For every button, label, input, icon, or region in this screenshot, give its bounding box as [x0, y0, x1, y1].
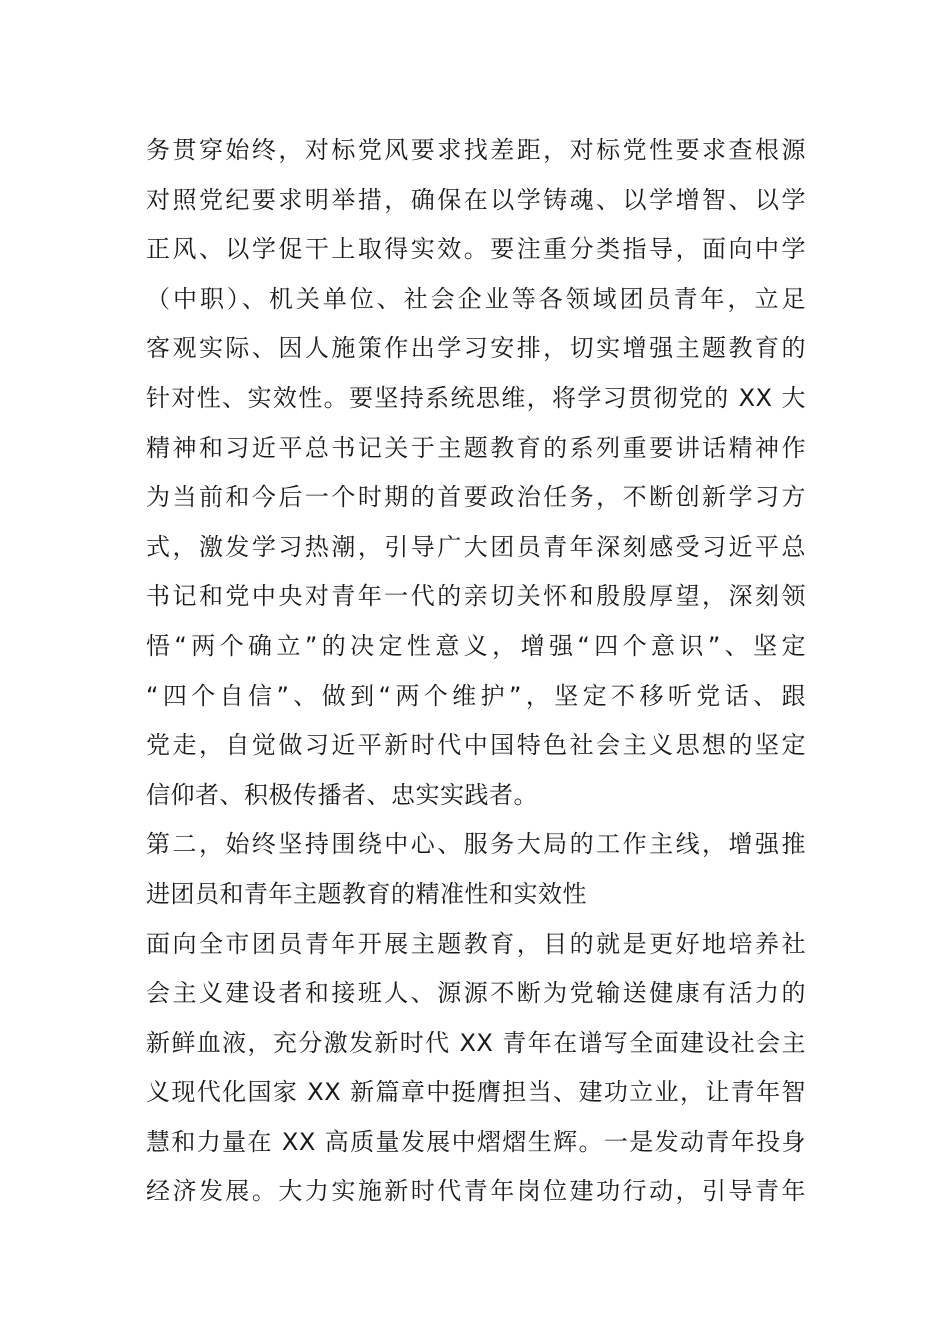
text-line: 客观实际、因人施策作出学习安排，切实增强主题教育的 [146, 334, 806, 363]
section-heading-line: 第二，始终坚持围绕中心、服务大局的工作主线，增强推 [146, 830, 806, 859]
text-line: 书记和党中央对青年一代的亲切关怀和殷殷厚望，深刻领 [146, 582, 806, 611]
text-line: 义现代化国家 XX 新篇章中挺膺担当、建功立业，让青年智 [146, 1078, 806, 1107]
text-line: 务贯穿始终，对标党风要求找差距，对标党性要求查根源 [146, 136, 806, 164]
text-line: 面向全市团员青年开展主题教育，目的就是更好地培养社 [146, 929, 806, 958]
text-line: 式，激发学习热潮，引导广大团员青年深刻感受习近平总 [146, 532, 806, 561]
text-line: 针对性、实效性。要坚持系统思维，将学习贯彻党的 XX 大 [146, 383, 806, 412]
text-line: 党走，自觉做习近平新时代中国特色社会主义思想的坚定 [146, 731, 806, 760]
text-line: 经济发展。大力实施新时代青年岗位建功行动，引导青年 [146, 1177, 806, 1206]
text-line: （中职）、机关单位、社会企业等各领域团员青年，立足 [146, 284, 806, 313]
text-line: 为当前和今后一个时期的首要政治任务，不断创新学习方 [146, 483, 806, 512]
text-line: 精神和习近平总书记关于主题教育的系列重要讲话精神作 [146, 433, 806, 462]
text-line: 会主义建设者和接班人、源源不断为党输送健康有活力的 [146, 979, 806, 1008]
text-line: “四个自信”、做到“两个维护”，坚定不移听党话、跟 [146, 681, 806, 710]
text-line: 慧和力量在 XX 高质量发展中熠熠生辉。一是发动青年投身 [146, 1127, 806, 1156]
text-line: 正风、以学促干上取得实效。要注重分类指导，面向中学 [146, 235, 806, 264]
text-line: 信仰者、积极传播者、忠实实践者。 [146, 780, 538, 809]
text-line: 悟“两个确立”的决定性意义，增强“四个意识”、坚定 [146, 631, 806, 660]
text-line: 对照党纪要求明举措，确保在以学铸魂、以学增智、以学 [146, 185, 806, 214]
section-heading-line: 进团员和青年主题教育的精准性和实效性 [146, 879, 587, 908]
text-line: 新鲜血液，充分激发新时代 XX 青年在谱写全面建设社会主 [146, 1028, 806, 1057]
document-page [146, 126, 806, 1217]
